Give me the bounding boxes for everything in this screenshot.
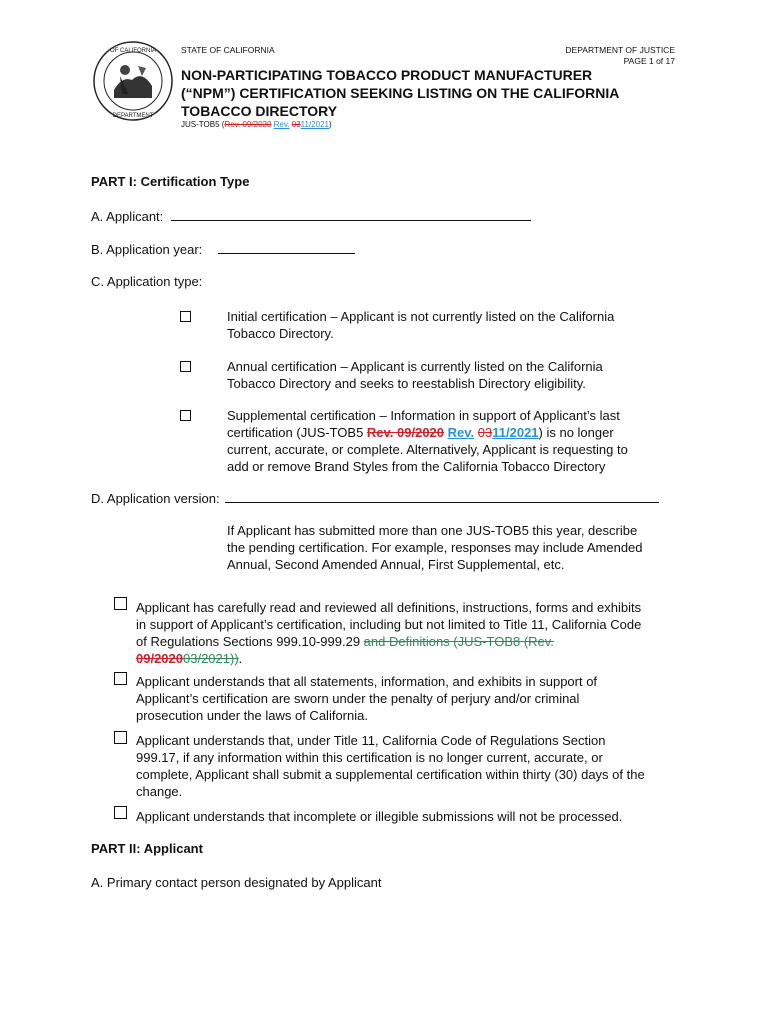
department-name: DEPARTMENT OF JUSTICE xyxy=(565,45,675,55)
supplemental-certification-text xyxy=(227,407,667,475)
form-id-prefix: JUS-TOB5 ( xyxy=(181,120,225,129)
ack-line: Applicant has carefully read and reviewed all definitions, instructions, forms and exhibits xyxy=(136,600,642,615)
application-version-note xyxy=(227,522,643,573)
option-text: certification (JUS-TOB5 xyxy=(227,425,367,440)
applicant-row xyxy=(91,208,531,225)
ack-line: Applicant understands that all statements, information, and exhibits in support of xyxy=(136,674,598,689)
option-line: Supplemental certification – Information in support of Applicant’s last xyxy=(227,408,620,423)
applicant-field[interactable] xyxy=(171,208,531,221)
state-label: STATE OF CALIFORNIA xyxy=(181,45,275,55)
form-id-inserted-2: 11/2021 xyxy=(300,120,329,129)
ack-line: 999.17, if any information within this certification is no longer current, accurate, or xyxy=(136,750,603,765)
form-id xyxy=(181,120,332,129)
title-line: (“NPM”) CERTIFICATION SEEKING LISTING ON THE CALIFORNIA xyxy=(181,85,620,101)
application-year-label: B. Application year: xyxy=(91,242,203,257)
ack-supplemental-checkbox[interactable] xyxy=(114,731,127,744)
ack-line: Applicant understands that, under Title 11, California Code of Regulations Section xyxy=(136,733,606,748)
part2-heading: PART II: Applicant xyxy=(91,841,203,856)
ack-line xyxy=(136,633,696,650)
option-line: current, accurate, or complete. Alternatively, Applicant is requesting to xyxy=(227,442,628,457)
primary-contact-label: A. Primary contact person designated by Applicant xyxy=(91,875,382,890)
annual-certification-text xyxy=(227,358,603,392)
option-line: add or remove Brand Styles from the California Tobacco Directory xyxy=(227,459,606,474)
ack-text: . xyxy=(238,651,243,666)
note-line: If Applicant has submitted more than one JUS-TOB5 this year, describe xyxy=(227,523,638,538)
california-seal-logo xyxy=(92,40,174,122)
annual-certification-checkbox[interactable] xyxy=(180,361,191,372)
ack-illegible-text: Applicant understands that incomplete or illegible submissions will not be processed. xyxy=(136,809,623,824)
option-line: Tobacco Directory and seeks to reestablish Directory eligibility. xyxy=(227,376,586,391)
note-line: the pending certification. For example, responses may include Amended xyxy=(227,540,643,555)
ack-line: change. xyxy=(136,784,183,799)
part1-heading: PART I: Certification Type xyxy=(91,174,250,189)
department-label xyxy=(565,45,675,67)
application-version-label: D. Application version: xyxy=(91,491,220,506)
ack-read-reviewed-checkbox[interactable] xyxy=(114,597,127,610)
ack-line xyxy=(136,650,696,667)
form-id-suffix: ) xyxy=(328,120,332,129)
ack-supplemental-text xyxy=(136,732,696,800)
option-text: ) is no longer xyxy=(538,425,614,440)
deleted-rev: Rev. 09/2020 xyxy=(366,425,445,440)
application-version-row xyxy=(91,490,659,507)
ack-line: Applicant’s certification are sworn under the penalty of perjury and/or criminal xyxy=(136,691,580,706)
inserted-rev-2: 11/2021 xyxy=(492,425,539,440)
option-line xyxy=(227,424,667,441)
supplemental-certification-checkbox[interactable] xyxy=(180,410,191,421)
ack-illegible-checkbox[interactable] xyxy=(114,806,127,819)
title-line: TOBACCO DIRECTORY xyxy=(181,103,338,119)
application-type-label: C. Application type: xyxy=(91,274,203,289)
ack-read-reviewed-text xyxy=(136,599,696,667)
form-id-deleted-2: 03 xyxy=(291,120,301,129)
deleted-text: and Definitions (JUS-TOB8 (Rev. xyxy=(363,634,554,649)
applicant-label: A. Applicant: xyxy=(91,209,164,224)
note-line: Annual, Second Amended Annual, First Supplemental, etc. xyxy=(227,557,565,572)
ack-sworn-text xyxy=(136,673,696,724)
deleted-text: 03/2021)) xyxy=(183,651,239,666)
option-line: Initial certification – Applicant is not currently listed on the California xyxy=(227,309,615,324)
ack-line: prosecution under the laws of California. xyxy=(136,708,368,723)
page-number: PAGE 1 of 17 xyxy=(623,56,675,66)
inserted-rev: Rev. xyxy=(447,425,475,440)
ack-line: in support of Applicant’s certification, including but not limited to Title 11, California Code xyxy=(136,617,642,632)
option-line: Annual certification – Applicant is currently listed on the California xyxy=(227,359,603,374)
application-version-field[interactable] xyxy=(225,490,659,503)
svg-text:DEPARTMENT: DEPARTMENT xyxy=(112,113,154,119)
application-year-row xyxy=(91,241,355,258)
initial-certification-checkbox[interactable] xyxy=(180,311,191,322)
deleted-rev-2: 03 xyxy=(477,425,493,440)
ack-line: complete, Applicant shall submit a supplemental certification within thirty (30) days of the xyxy=(136,767,645,782)
application-year-field[interactable] xyxy=(218,241,355,254)
deleted-text: 09/2020 xyxy=(136,651,183,666)
ack-text: of Regulations Sections 999.10-999.29 xyxy=(136,634,364,649)
form-title xyxy=(181,66,661,120)
ack-sworn-checkbox[interactable] xyxy=(114,672,127,685)
title-line: NON-PARTICIPATING TOBACCO PRODUCT MANUFACTURER xyxy=(181,67,593,83)
svg-text:OF CALIFORNIA: OF CALIFORNIA xyxy=(109,48,157,54)
option-line: Tobacco Directory. xyxy=(227,326,334,341)
form-id-inserted: Rev. xyxy=(273,120,290,129)
initial-certification-text xyxy=(227,308,614,342)
form-id-deleted: Rev. 09/2020 xyxy=(224,120,272,129)
